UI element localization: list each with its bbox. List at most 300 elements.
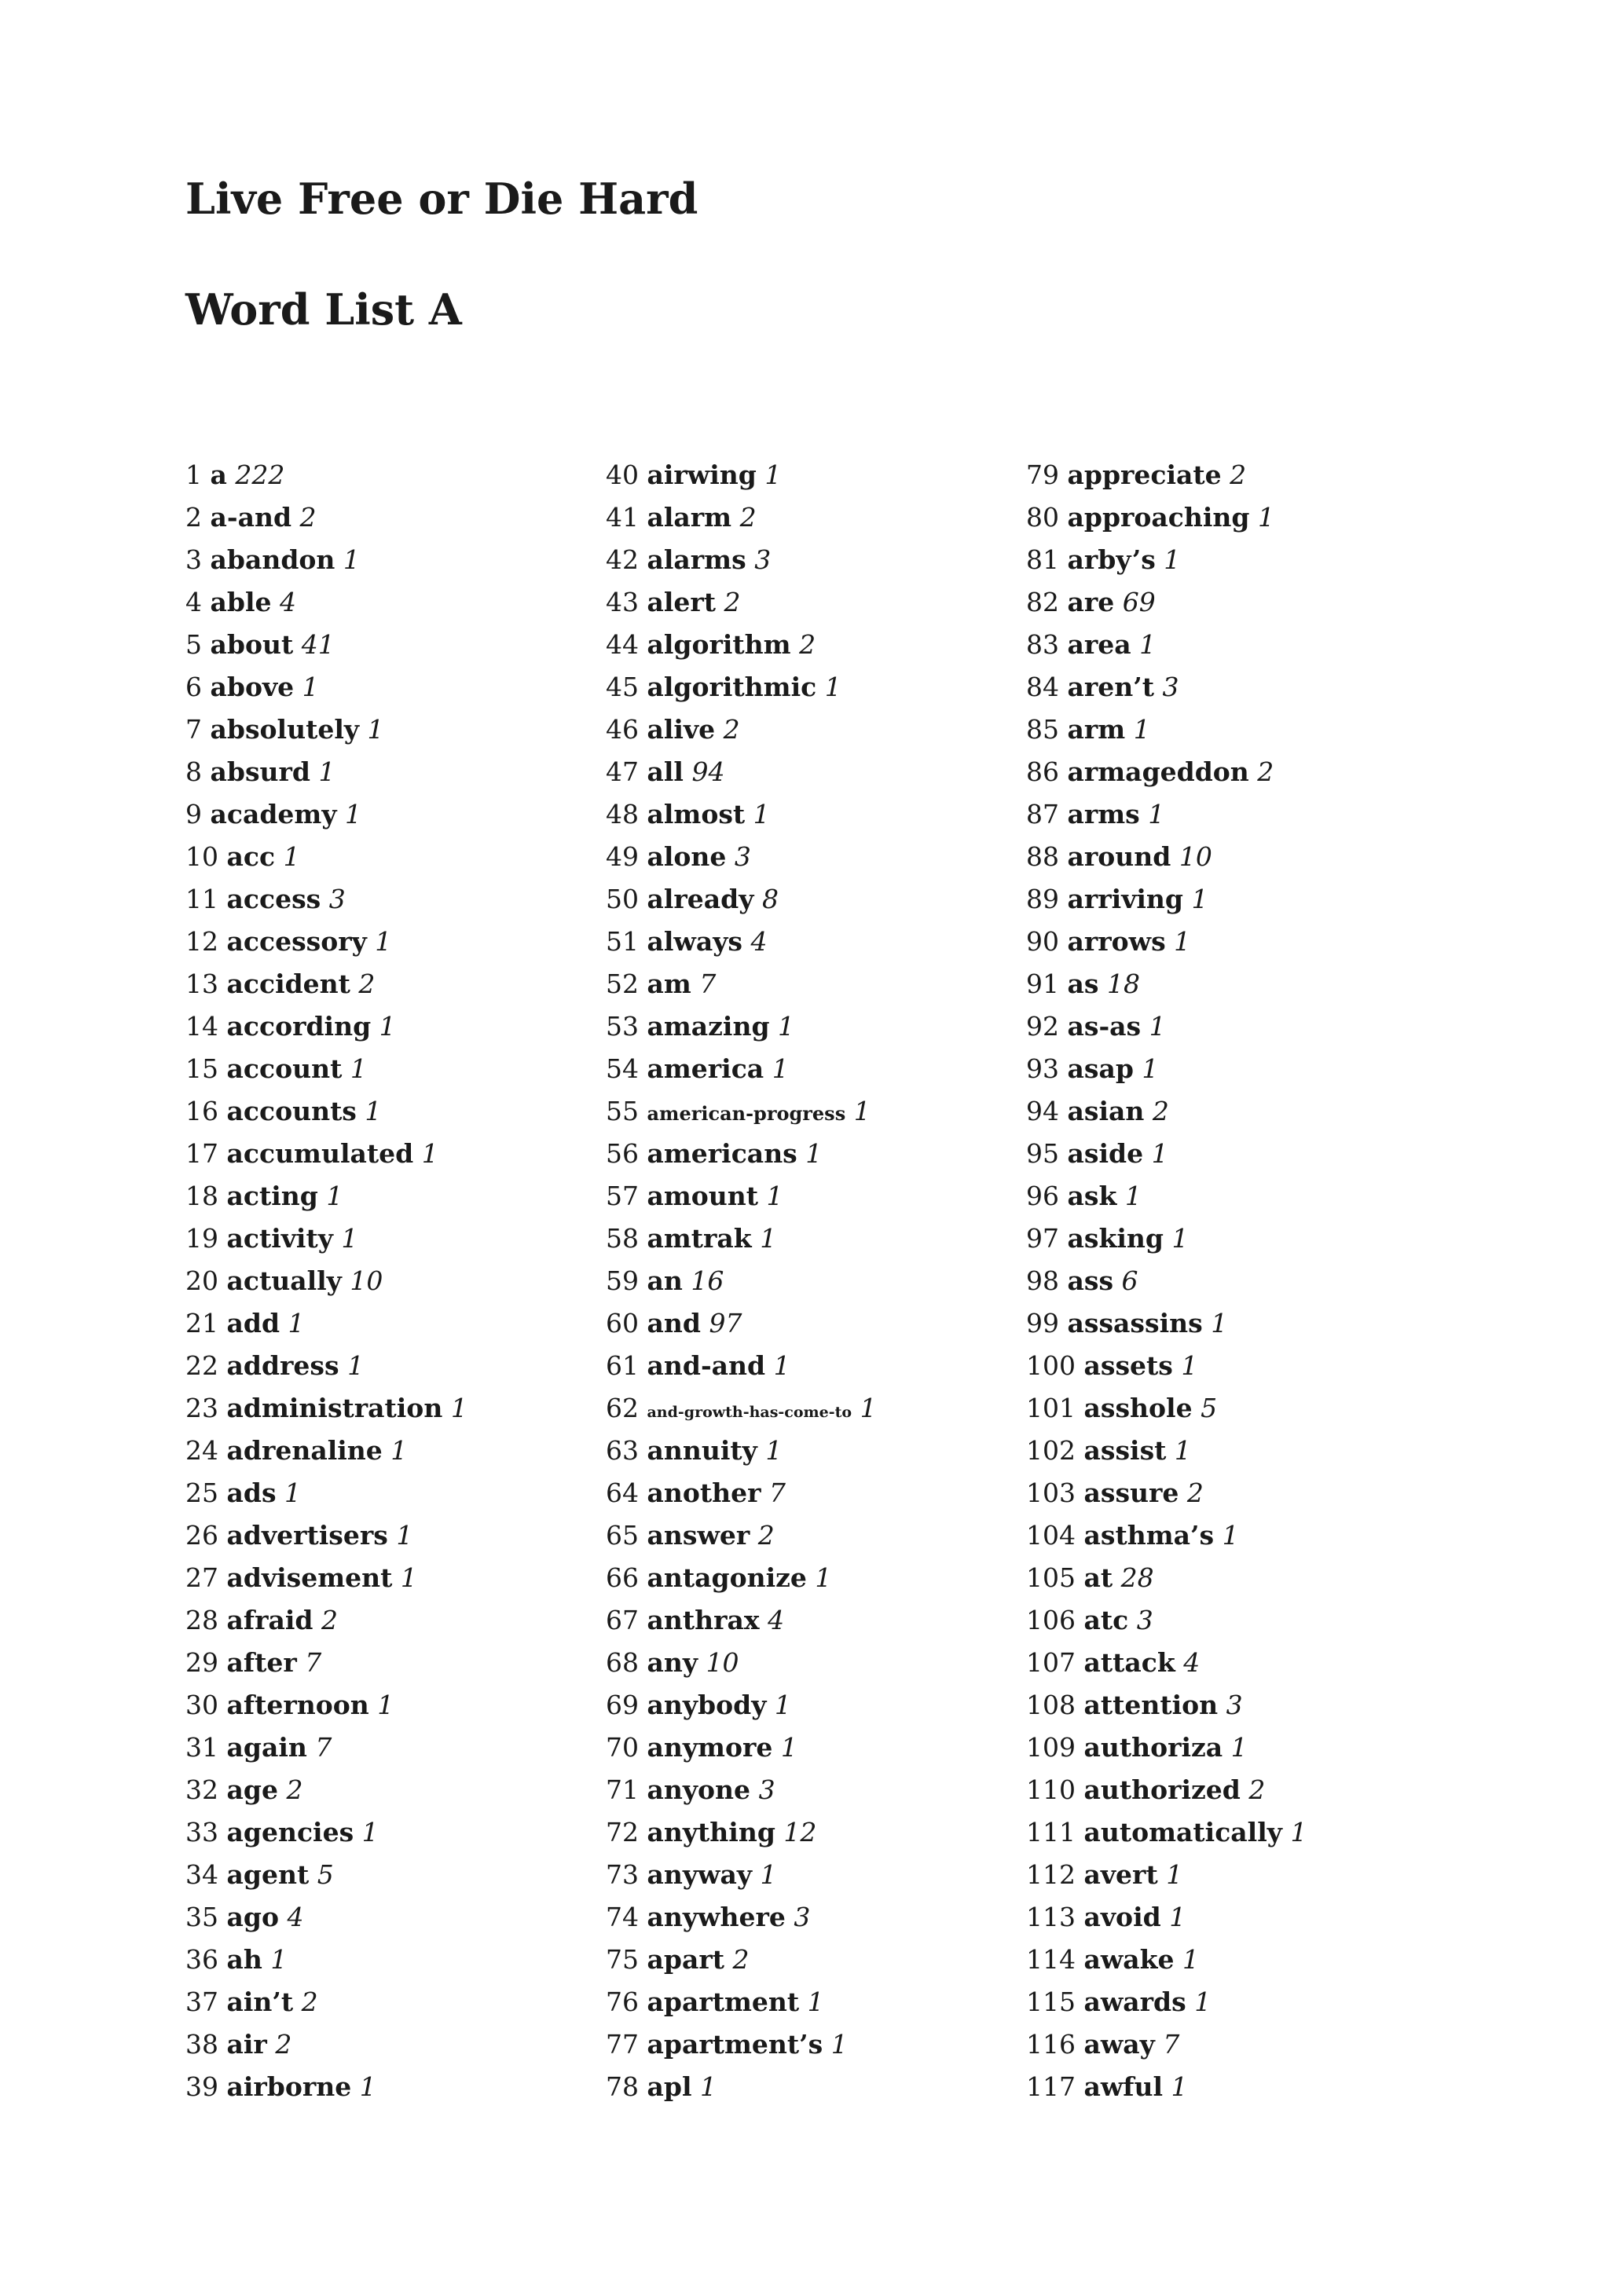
entry-count: 1 — [765, 1435, 783, 1466]
word-entry — [1026, 1811, 1435, 1854]
word-entry — [1026, 1557, 1435, 1599]
entry-number: 2 — [185, 502, 202, 533]
entry-count: 1 — [860, 1393, 877, 1423]
entry-number: 1 — [185, 460, 202, 490]
word-entry — [1026, 921, 1435, 963]
word-entry — [606, 1090, 1014, 1133]
entry-word: again — [226, 1732, 307, 1763]
entry-word: absolutely — [210, 714, 360, 745]
entry-number: 9 — [185, 799, 202, 829]
entry-number: 80 — [1026, 502, 1059, 533]
entry-word: anyway — [647, 1859, 753, 1890]
entry-word: advisement — [226, 1562, 393, 1593]
entry-word: away — [1083, 2029, 1155, 2060]
entry-count: 2 — [739, 502, 757, 533]
entry-word: ain’t — [226, 1987, 294, 2017]
entry-count: 1 — [365, 1096, 382, 1126]
word-entry — [1026, 1005, 1435, 1048]
entry-count: 28 — [1120, 1562, 1154, 1593]
entry-count: 1 — [367, 714, 384, 745]
word-entry — [1026, 1854, 1435, 1896]
entry-word: access — [226, 884, 321, 914]
entry-word: apl — [647, 2071, 692, 2102]
word-entry — [185, 2023, 594, 2066]
entry-word: atc — [1083, 1605, 1129, 1635]
word-entry — [606, 1260, 1014, 1302]
entry-word: attention — [1083, 1690, 1219, 1720]
entry-count: 4 — [750, 926, 768, 957]
entry-word: agencies — [226, 1817, 354, 1847]
word-entry — [606, 1599, 1014, 1642]
entry-count: 1 — [760, 1859, 777, 1890]
entry-count: 1 — [1166, 1859, 1183, 1890]
entry-number: 66 — [606, 1562, 639, 1593]
word-entry — [1026, 709, 1435, 751]
entry-word: an — [647, 1265, 683, 1296]
entry-number: 83 — [1026, 629, 1059, 660]
entry-count: 1 — [780, 1732, 797, 1763]
entry-word: arms — [1067, 799, 1140, 829]
word-entry — [185, 1981, 594, 2023]
word-entry — [606, 666, 1014, 709]
entry-number: 98 — [1026, 1265, 1059, 1296]
entry-count: 1 — [1174, 926, 1191, 957]
entry-number: 109 — [1026, 1732, 1076, 1763]
entry-count: 1 — [1151, 1138, 1168, 1169]
entry-word: anyone — [647, 1774, 751, 1805]
word-entry — [185, 1514, 594, 1557]
word-entry — [1026, 539, 1435, 581]
entry-count: 3 — [758, 1774, 775, 1805]
entry-word: adrenaline — [226, 1435, 383, 1466]
entry-count: 3 — [1226, 1690, 1243, 1720]
entry-number: 92 — [1026, 1011, 1059, 1042]
entry-count: 1 — [326, 1181, 343, 1211]
entry-count: 1 — [1258, 502, 1274, 533]
entry-word: always — [647, 926, 742, 957]
entry-number: 18 — [185, 1181, 218, 1211]
entry-word: anything — [647, 1817, 775, 1847]
entry-number: 108 — [1026, 1690, 1076, 1720]
word-entry — [606, 2066, 1014, 2108]
entry-number: 116 — [1026, 2029, 1076, 2060]
entry-word: apart — [647, 1944, 724, 1975]
entry-word: a-and — [210, 502, 292, 533]
word-entry — [1026, 793, 1435, 836]
word-entry — [606, 1430, 1014, 1472]
entry-number: 73 — [606, 1859, 639, 1890]
entry-word: asap — [1067, 1053, 1134, 1084]
word-entry — [606, 1811, 1014, 1854]
entry-number: 96 — [1026, 1181, 1059, 1211]
word-entry — [1026, 496, 1435, 539]
entry-word: aren’t — [1067, 672, 1154, 702]
entry-word: anywhere — [647, 1902, 786, 1932]
entry-word: alive — [647, 714, 716, 745]
entry-word: a — [210, 460, 227, 490]
entry-count: 18 — [1106, 969, 1140, 999]
word-entry — [606, 1684, 1014, 1727]
entry-word: any — [647, 1647, 698, 1678]
entry-word: actually — [226, 1265, 342, 1296]
entry-number: 34 — [185, 1859, 218, 1890]
entry-word: ads — [226, 1478, 277, 1508]
entry-number: 31 — [185, 1732, 218, 1763]
entry-count: 97 — [709, 1308, 742, 1338]
entry-number: 111 — [1026, 1817, 1076, 1847]
entry-number: 61 — [606, 1350, 639, 1381]
entry-count: 1 — [302, 672, 319, 702]
entry-count: 94 — [691, 756, 725, 787]
word-entry — [1026, 1939, 1435, 1981]
entry-word: awards — [1083, 1987, 1186, 2017]
entry-count: 1 — [1133, 714, 1150, 745]
word-entry — [185, 539, 594, 581]
word-entry — [185, 793, 594, 836]
entry-number: 49 — [606, 841, 639, 872]
entry-count: 1 — [341, 1223, 358, 1254]
word-entry — [606, 963, 1014, 1005]
entry-number: 16 — [185, 1096, 218, 1126]
word-entry — [1026, 1896, 1435, 1939]
word-entry — [606, 836, 1014, 878]
entry-word: academy — [210, 799, 337, 829]
entry-number: 89 — [1026, 884, 1059, 914]
entry-number: 20 — [185, 1265, 218, 1296]
entry-word: alarm — [647, 502, 732, 533]
entry-number: 44 — [606, 629, 639, 660]
word-entry — [185, 1599, 594, 1642]
word-entry — [606, 1302, 1014, 1345]
entry-number: 70 — [606, 1732, 639, 1763]
entry-count: 1 — [1139, 629, 1157, 660]
entry-count: 1 — [318, 756, 335, 787]
entry-number: 30 — [185, 1690, 218, 1720]
word-entry — [606, 1345, 1014, 1387]
entry-number: 47 — [606, 756, 639, 787]
entry-count: 4 — [768, 1605, 785, 1635]
entry-count: 2 — [301, 1987, 318, 2017]
entry-count: 1 — [1181, 1350, 1198, 1381]
word-entry — [1026, 1514, 1435, 1557]
entry-number: 77 — [606, 2029, 639, 2060]
entry-number: 76 — [606, 1987, 639, 2017]
entry-count: 5 — [1201, 1393, 1218, 1423]
entry-word: abandon — [210, 544, 335, 575]
entry-number: 22 — [185, 1350, 218, 1381]
word-entry — [185, 2066, 594, 2108]
entry-word: assets — [1083, 1350, 1173, 1381]
entry-word: accessory — [226, 926, 367, 957]
entry-number: 71 — [606, 1774, 639, 1805]
entry-count: 1 — [1171, 2071, 1188, 2102]
entry-count: 2 — [1248, 1774, 1266, 1805]
entry-count: 1 — [1174, 1435, 1191, 1466]
word-column-1 — [185, 454, 594, 2108]
entry-count: 4 — [287, 1902, 304, 1932]
entry-number: 58 — [606, 1223, 639, 1254]
entry-number: 85 — [1026, 714, 1059, 745]
word-entry — [185, 1557, 594, 1599]
entry-count: 1 — [1290, 1817, 1307, 1847]
word-entry — [185, 1005, 594, 1048]
entry-count: 7 — [305, 1647, 322, 1678]
entry-number: 99 — [1026, 1308, 1059, 1338]
entry-word: algorithmic — [647, 672, 817, 702]
entry-word: asking — [1067, 1223, 1164, 1254]
entry-count: 2 — [299, 502, 317, 533]
word-entry — [1026, 836, 1435, 878]
word-entry — [1026, 1642, 1435, 1684]
entry-count: 69 — [1122, 587, 1156, 617]
entry-number: 84 — [1026, 672, 1059, 702]
entry-word: amtrak — [647, 1223, 752, 1254]
entry-word: assassins — [1067, 1308, 1203, 1338]
entry-count: 1 — [396, 1520, 413, 1551]
entry-number: 11 — [185, 884, 218, 914]
entry-count: 2 — [724, 587, 741, 617]
entry-word: arrows — [1067, 926, 1166, 957]
entry-word: automatically — [1083, 1817, 1282, 1847]
entry-number: 38 — [185, 2029, 218, 2060]
word-entry — [185, 1811, 594, 1854]
word-entry — [606, 921, 1014, 963]
entry-count: 1 — [450, 1393, 467, 1423]
entry-word: anthrax — [647, 1605, 760, 1635]
word-entry — [1026, 1472, 1435, 1514]
entry-word: almost — [647, 799, 746, 829]
entry-count: 2 — [723, 714, 740, 745]
word-entry — [606, 709, 1014, 751]
entry-count: 6 — [1121, 1265, 1138, 1296]
entry-number: 40 — [606, 460, 639, 490]
word-entry — [1026, 1218, 1435, 1260]
entry-number: 4 — [185, 587, 202, 617]
word-entry — [1026, 1175, 1435, 1218]
entry-number: 75 — [606, 1944, 639, 1975]
entry-count: 1 — [343, 544, 360, 575]
entry-word: all — [647, 756, 684, 787]
entry-word: anybody — [647, 1690, 767, 1720]
entry-count: 3 — [734, 841, 751, 872]
entry-word: air — [226, 2029, 267, 2060]
word-entry — [185, 1090, 594, 1133]
word-entry — [185, 1727, 594, 1769]
entry-word: at — [1083, 1562, 1113, 1593]
entry-word: accounts — [226, 1096, 357, 1126]
entry-count: 1 — [807, 1987, 824, 2017]
entry-word: administration — [226, 1393, 443, 1423]
word-entry — [606, 539, 1014, 581]
entry-count: 1 — [361, 1817, 379, 1847]
entry-number: 102 — [1026, 1435, 1076, 1466]
word-entry — [606, 1005, 1014, 1048]
entry-number: 104 — [1026, 1520, 1076, 1551]
entry-word: according — [226, 1011, 372, 1042]
entry-number: 7 — [185, 714, 202, 745]
entry-count: 1 — [1230, 1732, 1248, 1763]
entry-number: 12 — [185, 926, 218, 957]
entry-word: annuity — [647, 1435, 757, 1466]
entry-word: and-and — [647, 1350, 766, 1381]
document-subtitle: Word List A — [185, 284, 462, 335]
entry-number: 78 — [606, 2071, 639, 2102]
entry-word: afternoon — [226, 1690, 369, 1720]
word-entry — [185, 581, 594, 624]
word-entry — [185, 963, 594, 1005]
entry-count: 4 — [280, 587, 296, 617]
entry-number: 25 — [185, 1478, 218, 1508]
entry-number: 13 — [185, 969, 218, 999]
entry-word: and-growth-has-come-to — [647, 1404, 852, 1421]
entry-word: above — [210, 672, 295, 702]
word-entry — [1026, 666, 1435, 709]
entry-word: americans — [647, 1138, 797, 1169]
entry-count: 3 — [794, 1902, 811, 1932]
entry-word: apartment — [647, 1987, 800, 2017]
word-entry — [185, 1430, 594, 1472]
entry-number: 54 — [606, 1053, 639, 1084]
entry-count: 1 — [766, 1181, 783, 1211]
entry-word: acting — [226, 1181, 318, 1211]
entry-number: 81 — [1026, 544, 1059, 575]
word-entry — [1026, 2066, 1435, 2108]
word-entry — [606, 878, 1014, 921]
entry-number: 26 — [185, 1520, 218, 1551]
word-entry — [1026, 2023, 1435, 2066]
word-entry — [606, 496, 1014, 539]
word-entry — [1026, 751, 1435, 793]
entry-word: aside — [1067, 1138, 1144, 1169]
entry-word: absurd — [210, 756, 310, 787]
entry-word: asthma’s — [1083, 1520, 1215, 1551]
entry-count: 1 — [390, 1435, 408, 1466]
word-entry — [185, 1896, 594, 1939]
entry-count: 3 — [1136, 1605, 1153, 1635]
entry-count: 2 — [1152, 1096, 1169, 1126]
entry-word: answer — [647, 1520, 750, 1551]
entry-number: 103 — [1026, 1478, 1076, 1508]
entry-number: 68 — [606, 1647, 639, 1678]
word-entry — [1026, 1981, 1435, 2023]
word-entry — [185, 1302, 594, 1345]
entry-word: area — [1067, 629, 1131, 660]
entry-word: accident — [226, 969, 350, 999]
entry-word: appreciate — [1067, 460, 1222, 490]
word-entry — [606, 624, 1014, 666]
word-entry — [185, 1345, 594, 1387]
word-column-3 — [1026, 454, 1435, 2108]
entry-count: 8 — [761, 884, 779, 914]
entry-number: 5 — [185, 629, 202, 660]
entry-count: 2 — [1257, 756, 1274, 787]
entry-word: american-progress — [647, 1102, 846, 1125]
entry-word: asian — [1067, 1096, 1145, 1126]
word-entry — [185, 709, 594, 751]
entry-number: 115 — [1026, 1987, 1076, 2017]
word-entry — [1026, 1599, 1435, 1642]
entry-number: 46 — [606, 714, 639, 745]
entry-count: 41 — [301, 629, 335, 660]
word-entry — [185, 1133, 594, 1175]
entry-word: about — [210, 629, 294, 660]
entry-number: 33 — [185, 1817, 218, 1847]
entry-number: 39 — [185, 2071, 218, 2102]
word-entry — [1026, 1048, 1435, 1090]
entry-count: 7 — [1163, 2029, 1180, 2060]
entry-number: 94 — [1026, 1096, 1059, 1126]
entry-word: arm — [1067, 714, 1126, 745]
entry-word: authoriza — [1083, 1732, 1223, 1763]
entry-number: 65 — [606, 1520, 639, 1551]
word-entry — [185, 751, 594, 793]
entry-number: 100 — [1026, 1350, 1076, 1381]
entry-count: 2 — [358, 969, 376, 999]
entry-count: 5 — [317, 1859, 334, 1890]
entry-number: 56 — [606, 1138, 639, 1169]
word-entry — [185, 1642, 594, 1684]
entry-count: 7 — [769, 1478, 786, 1508]
word-entry — [185, 1218, 594, 1260]
entry-word: armageddon — [1067, 756, 1249, 787]
word-entry — [185, 454, 594, 496]
word-entry — [606, 1939, 1014, 1981]
entry-word: assure — [1083, 1478, 1179, 1508]
word-entry — [606, 1557, 1014, 1599]
entry-word: assist — [1083, 1435, 1167, 1466]
entry-word: amount — [647, 1181, 759, 1211]
entry-number: 52 — [606, 969, 639, 999]
document-title: Live Free or Die Hard — [185, 174, 698, 224]
word-entry — [606, 581, 1014, 624]
word-entry — [185, 1387, 594, 1430]
word-entry — [185, 1260, 594, 1302]
entry-number: 37 — [185, 1987, 218, 2017]
entry-number: 87 — [1026, 799, 1059, 829]
entry-word: ass — [1067, 1265, 1114, 1296]
entry-number: 24 — [185, 1435, 218, 1466]
word-entry — [1026, 624, 1435, 666]
entry-count: 1 — [778, 1011, 795, 1042]
entry-count: 2 — [1186, 1478, 1204, 1508]
entry-word: account — [226, 1053, 343, 1084]
entry-count: 2 — [275, 2029, 292, 2060]
entry-word: asshole — [1083, 1393, 1193, 1423]
entry-word: approaching — [1067, 502, 1250, 533]
entry-number: 14 — [185, 1011, 218, 1042]
entry-count: 1 — [1182, 1944, 1200, 1975]
entry-count: 1 — [760, 1223, 777, 1254]
entry-count: 1 — [288, 1308, 305, 1338]
entry-word: are — [1067, 587, 1115, 617]
word-entry — [185, 878, 594, 921]
entry-number: 86 — [1026, 756, 1059, 787]
word-entry — [1026, 1133, 1435, 1175]
entry-word: agent — [226, 1859, 310, 1890]
word-entry — [1026, 1769, 1435, 1811]
entry-number: 95 — [1026, 1138, 1059, 1169]
entry-word: authorized — [1083, 1774, 1241, 1805]
entry-count: 1 — [805, 1138, 823, 1169]
entry-count: 222 — [235, 460, 285, 490]
word-entry — [1026, 878, 1435, 921]
entry-word: alert — [647, 587, 717, 617]
entry-word: as — [1067, 969, 1099, 999]
entry-number: 3 — [185, 544, 202, 575]
entry-number: 114 — [1026, 1944, 1076, 1975]
entry-number: 23 — [185, 1393, 218, 1423]
word-entry — [1026, 1430, 1435, 1472]
